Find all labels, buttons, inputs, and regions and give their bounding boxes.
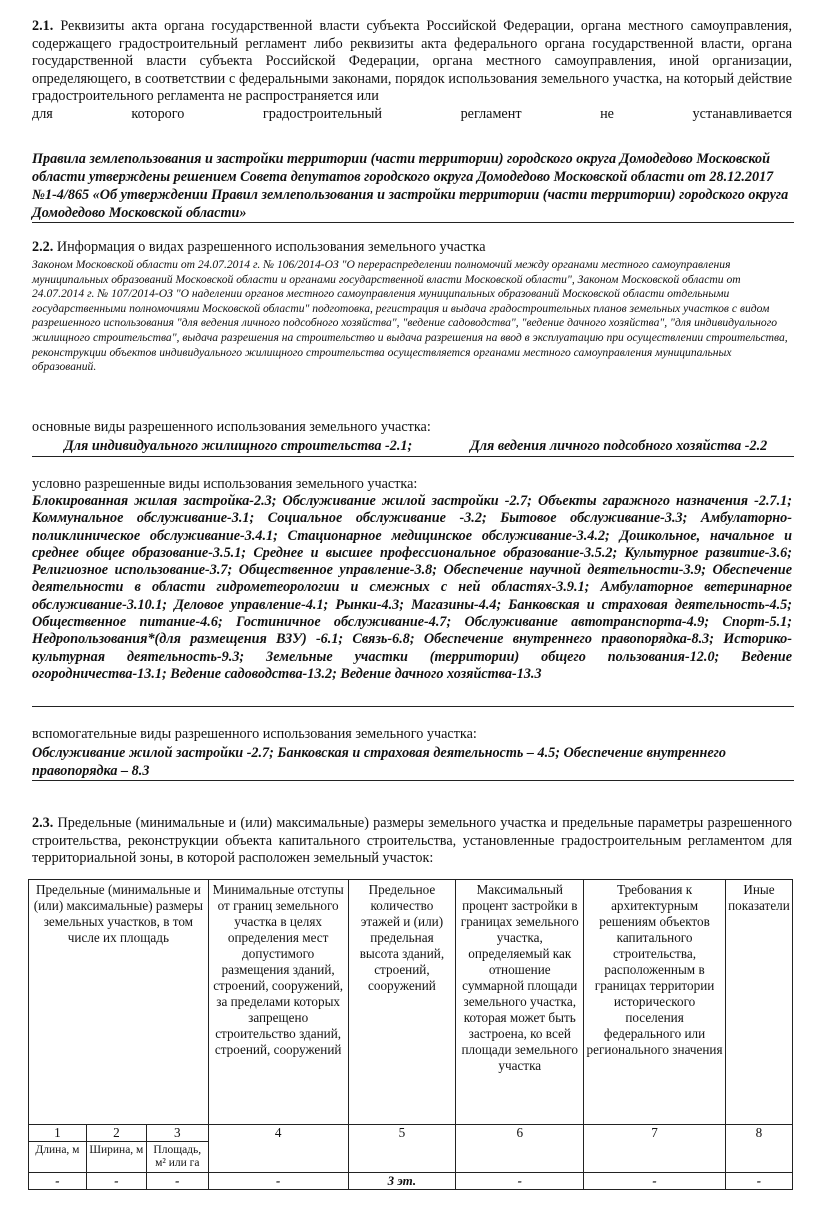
- table-value-cell: -: [208, 1173, 348, 1190]
- section-2-2-heading: [32, 238, 792, 256]
- table-col-number: 3: [146, 1125, 208, 1142]
- table-subheader-cell: Площадь, м² или га: [146, 1142, 208, 1173]
- section-2-3-number: 2.3.: [32, 815, 54, 831]
- table-header-cell: Иные показатели: [725, 880, 792, 1125]
- conditional-use-label: условно разрешенные виды использования земельного участка:: [32, 476, 418, 492]
- table-value-cell: -: [146, 1173, 208, 1190]
- main-use-value-2: Для ведения личного подсобного хозяйства -2.2: [470, 438, 768, 454]
- auxiliary-use-label: вспомогательные виды разрешенного использования земельного участка:: [32, 726, 477, 742]
- table-col-number: 6: [456, 1125, 584, 1173]
- auxiliary-use-values: Обслуживание жилой застройки -2.7; Банковская и страховая деятельность – 4.5; Обеспечение внутреннего правопорядка – 8.3: [32, 745, 726, 779]
- table-col-number: 1: [29, 1125, 87, 1142]
- section-2-3: [32, 815, 792, 868]
- table-header-cell: Требования к архитектурным решениям объектов капитального строительства, расположенным в границах территории исторического поселения федерального или регионального значения: [584, 880, 726, 1125]
- table-col-number: 2: [86, 1125, 146, 1142]
- table-value-cell: -: [29, 1173, 87, 1190]
- section-2-1-number: 2.1.: [32, 18, 54, 34]
- parameters-table: [28, 879, 793, 1190]
- table-subheader-cell: Ширина, м: [86, 1142, 146, 1173]
- table-value-cell: -: [86, 1173, 146, 1190]
- conditional-use-values: Блокированная жилая застройка-2.3; Обслуживание жилой застройки -2.7; Объекты гаражного назначения -2.7.1; Коммунальное обслуживание-3.1; Социальное обслуживание -3.2; Бытовое обслуживание-3.3; Амбулаторно-поликлиническое обслуживание-3.4.1; Стационарное медицинское обслуживание-3.4.2; Дошкольное, начальное и среднее общее образование-3.5.1; Среднее и высшее профессиональное образование-3.5.2; Культурное развитие-3.6; Религиозное использование-3.7; Общественное управление-3.8; Обеспечение научной деятельности-3.9; Обеспечение деятельности в области гидрометеорологии и смежных с ней областях-3.9.1; Амбулаторное ветеринарное обслуживание-3.10.1; Деловое управление-4.1; Рынки-4.3; Магазины-4.4; Банковская и страховая деятельность-4.5; Общественное питание-4.6; Гостиничное обслуживание-4.7; Обслуживание автотранспорта-4.9; Спорт-5.1; Недропользования*(для размещения ВЗУ) -6.1; Связь-6.8; Обеспечение внутреннего правопорядка-8.3; Историко-культурная деятельность-9.3; Земельные участки (территории) общего пользования-12.0; Ведение огородничества-13.1; Ведение садоводства-13.2; Ведение дачного хозяйства-13.3: [32, 493, 792, 682]
- table-col-number: 5: [348, 1125, 456, 1173]
- main-use-underline: [32, 456, 794, 457]
- regulation-underline: [32, 222, 794, 223]
- section-2-1: [32, 18, 792, 123]
- table-col-number: 8: [725, 1125, 792, 1173]
- table-value-cell: -: [584, 1173, 726, 1190]
- table-value-cell: 3 эт.: [348, 1173, 456, 1190]
- section-2-2-number: 2.2.: [32, 239, 54, 255]
- main-use-value-1: Для индивидуального жилищного строительства -2.1;: [64, 438, 413, 454]
- table-value-cell: -: [456, 1173, 584, 1190]
- table-values-row: [29, 1173, 793, 1190]
- main-use-label: основные виды разрешенного использования земельного участка:: [32, 419, 431, 435]
- section-2-2-title: Информация о видах разрешенного использования земельного участка: [56, 239, 486, 255]
- section-2-1-text-last: для которого градостроительный регламент не устанавливается: [32, 105, 792, 122]
- table-col-number: 7: [584, 1125, 726, 1173]
- table-header-cell: Максимальный процент застройки в границах земельного участка, определяемый как отношение суммарной площади земельного участка, которая может быть застроена, ко всей площади земельного участка: [456, 880, 584, 1125]
- table-number-row: [29, 1125, 793, 1142]
- law-text: Законом Московской области от 24.07.2014 г. № 106/2014-ОЗ "О перераспределении полномочий между органами местного самоуправления муниципальных образований Московской области и органами государственной власти Московской области", Законом Московской области от 24.07.2014 г. № 107/2014-ОЗ "О наделении органов местного самоуправления муниципальных образований Московской области отдельными государственными полномочиями Московской области" подготовка, регистрация и выдача градостроительных планов земельных участков с видом разрешенного использования "для ведения личного подсобного хозяйства", "ведение садоводства", "ведение дачного хозяйства", "для индивидуального жилищного строительства", выдача разрешения на строительство и выдача разрешения на ввод в эксплуатацию при осуществлении строительства, реконструкции объектов индивидуального жилищного строительства осуществляется органами местного самоуправления муниципальных образований.: [32, 258, 788, 374]
- auxiliary-use-underline: [32, 780, 794, 781]
- table-header-cell: Предельные (минимальные и (или) максимальные) размеры земельных участков, в том числе их площадь: [29, 880, 209, 1125]
- table-header-row: [29, 880, 793, 1125]
- table-subheader-cell: Длина, м: [29, 1142, 87, 1173]
- table-header-cell: Минимальные отступы от границ земельного участка в целях определения мест допустимого размещения зданий, строений, сооружений, за пределами которых запрещено строительство зданий, строений, сооружений: [208, 880, 348, 1125]
- section-2-3-text: Предельные (минимальные и (или) максимальные) размеры земельного участка и предельные параметры разрешенного строительства, реконструкции объекта капитального строительства, установленные градостроительным регламентом для территориальной зоны, в которой расположен земельный участок:: [32, 815, 792, 866]
- conditional-use-underline: [32, 706, 794, 707]
- table-col-number: 4: [208, 1125, 348, 1173]
- table-value-cell: -: [725, 1173, 792, 1190]
- section-2-1-text: Реквизиты акта органа государственной власти субъекта Российской Федерации, органа местного самоуправления, содержащего градостроительный регламент либо реквизиты акта федерального органа государственной власти, органа государственной власти субъекта Российской Федерации, органа местного самоуправления, иной организации, определяющего, в соответствии с федеральными законами, порядок использования земельного участка, на который действие градостроительного регламента не распространяется или: [32, 18, 792, 104]
- regulation-reference: Правила землепользования и застройки территории (части территории) городского округа Домодедово Московской области утверждены решением Совета депутатов городского округа Домодедово Московской области от 28.12.2017 №1-4/865 «Об утверждении Правил землепользования и застройки территории (части территории) городского округа Домодедово Московской области»: [32, 151, 789, 221]
- table-header-cell: Предельное количество этажей и (или) предельная высота зданий, строений, сооружений: [348, 880, 456, 1125]
